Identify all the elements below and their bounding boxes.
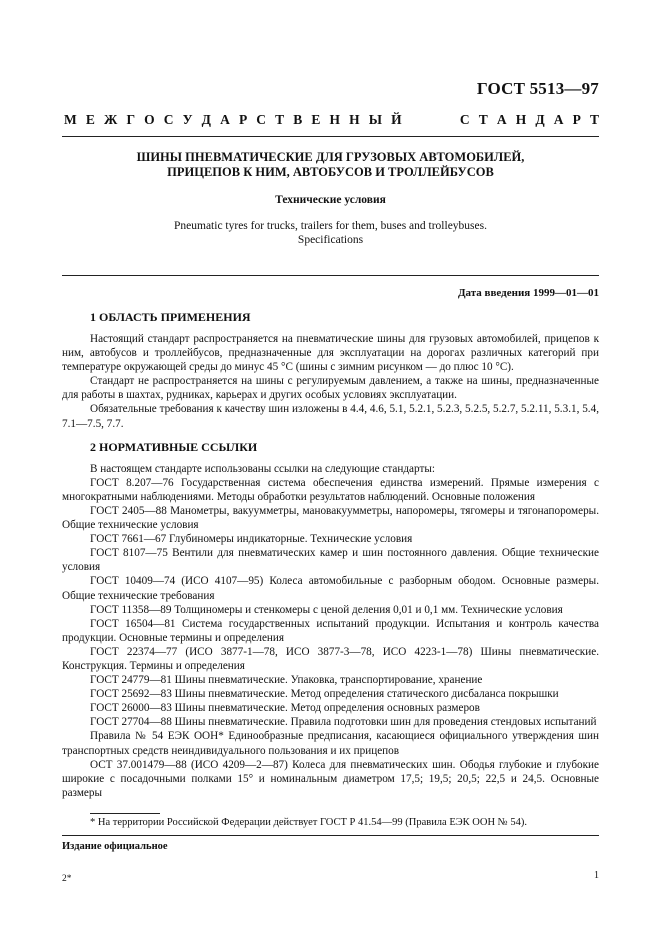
- interstate-letter: Д: [535, 112, 545, 127]
- reference-item: ОСТ 37.001479—88 (ИСО 4209—2—87) Колеса для пневматических шин. Ободья глубокие и глубокие широкие с посадочными полками 15° и номинальным диаметром 17,5; 19,5; 20,5; 22,5 и 24,5. Основные размеры: [62, 758, 599, 799]
- english-title-line: Specifications: [297, 234, 364, 246]
- interstate-letter: С: [256, 112, 267, 127]
- title-line: ШИНЫ ПНЕВМАТИЧЕСКИЕ ДЛЯ ГРУЗОВЫХ АВТОМОБИЛЕЙ,: [136, 150, 525, 164]
- interstate-letter: А: [496, 112, 507, 127]
- interstate-letter: О: [144, 112, 155, 127]
- reference-item: ГОСТ 2405—88 Манометры, вакуумметры, мановакуумметры, напоромеры, тягомеры и тягонапоромеры. Общие технические условия: [62, 504, 599, 532]
- reference-item: ГОСТ 16504—81 Система государственных испытаний продукции. Испытания и контроль качества продукции. Основные термины и определения: [62, 617, 599, 644]
- interstate-letter: Т: [275, 112, 285, 127]
- interstate-letter: Е: [85, 112, 95, 127]
- edition-label: Издание официальное: [62, 841, 168, 852]
- paragraph: В настоящем стандарте использованы ссылки на следующие стандарты:: [90, 462, 435, 475]
- interstate-letter: Ж: [103, 112, 118, 127]
- document-subtitle: Технические условия: [275, 194, 386, 206]
- interstate-letter: Р: [238, 112, 248, 127]
- interstate-letter: Е: [311, 112, 321, 127]
- interstate-letter: С: [163, 112, 174, 127]
- reference-item: ГОСТ 22374—77 (ИСО 3877-1—78, ИСО 3877-3—78, ИСО 4223-1—78) Шины пневматические. Конструкция. Термины и определения: [62, 645, 599, 672]
- interstate-letter: Г: [126, 112, 136, 127]
- title-line: ПРИЦЕПОВ К НИМ, АВТОБУСОВ И ТРОЛЛЕЙБУСОВ: [167, 165, 494, 179]
- section-heading: 1 ОБЛАСТЬ ПРИМЕНЕНИЯ: [90, 310, 251, 324]
- interstate-letter: У: [182, 112, 193, 127]
- document-title: [0, 150, 661, 180]
- reference-item: ГОСТ 8107—75 Вентили для пневматических камер и шин постоянного давления. Общие технические условия: [62, 547, 599, 574]
- interstate-standard-heading: [64, 112, 599, 128]
- interstate-letter: В: [293, 112, 303, 127]
- reference-item: ГОСТ 7661—67 Глубиномеры индикаторные. Технические условия: [90, 533, 413, 546]
- interstate-letter: Й: [391, 112, 402, 127]
- interstate-letter: А: [220, 112, 230, 127]
- interstate-letter: А: [553, 112, 564, 127]
- section-heading: 2 НОРМАТИВНЫЕ ССЫЛКИ: [90, 439, 258, 454]
- reference-item: ГОСТ 25692—83 Шины пневматические. Метод определения статического дисбаланса покрышки: [90, 688, 559, 701]
- paragraph: Обязательные требования к качеству шин изложены в 4.4, 4.6, 5.1, 5.2.1, 5.2.3, 5.2.5, 5.2.7, 5.2.11, 5.3.1, 5.4, 7.1—7.5, 7.7.: [62, 403, 599, 430]
- reference-item: ГОСТ 27704—88 Шины пневматические. Правила подготовки шин для проведения стендовых испытаний: [90, 716, 597, 729]
- interstate-letter: С: [459, 112, 470, 127]
- interstate-letter: Т: [478, 112, 488, 127]
- signature-mark: 2*: [62, 874, 72, 884]
- page-number: 1: [594, 870, 599, 881]
- paragraph: Стандарт не распространяется на шины с регулируемым давлением, а также на шины, предназначенные для работы в шахтах, рудниках, карьерах и других особых условиях эксплуатации.: [62, 375, 599, 402]
- interstate-letter: М: [64, 112, 77, 127]
- reference-item: ГОСТ 26000—83 Шины пневматические. Метод определения основных размеров: [90, 702, 480, 715]
- reference-item: ГОСТ 11358—89 Толщиномеры и стенкомеры с ценой деления 0,01 и 0,1 мм. Технические условия: [90, 603, 563, 616]
- footnote: * На территории Российской Федерации действует ГОСТ Р 41.54—99 (Правила ЕЭК ООН № 54).: [90, 817, 527, 828]
- document-body: [62, 310, 599, 800]
- footnote-divider: [90, 813, 160, 814]
- interstate-letter: Д: [201, 112, 211, 127]
- paragraph: Настоящий стандарт распространяется на пневматические шины для грузовых автомобилей, прицепов к ним, автобусов и троллейбусов, предназначенные для эксплуатации на дорогах различных категорий при температуре окружающей среды до минус 45 °С (шины с зимним рисунком — до плюс 10 °С).: [62, 333, 599, 374]
- document-code: ГОСТ 5513—97: [476, 79, 599, 98]
- interstate-letter: Н: [329, 112, 341, 127]
- word-gap: [411, 112, 451, 128]
- footer-divider: [62, 835, 599, 836]
- interstate-letter: Р: [572, 112, 581, 127]
- reference-item: ГОСТ 10409—74 (ИСО 4107—95) Колеса автомобильные с разборным ободом. Основные размеры. Общие технические требования: [62, 575, 599, 602]
- interstate-letter: Ы: [368, 112, 383, 127]
- interstate-letter: Т: [589, 112, 599, 127]
- english-title: [0, 219, 661, 247]
- interstate-letter: Н: [515, 112, 527, 127]
- interstate-letter: Н: [349, 112, 360, 127]
- reference-item: Правила № 54 ЕЭК ООН* Единообразные предписания, касающиеся официального утверждения шин транспортных средств неиндивидуального пользования и их прицепов: [62, 730, 599, 757]
- introduction-date: Дата введения 1999—01—01: [457, 287, 599, 299]
- reference-item: ГОСТ 24779—81 Шины пневматические. Упаковка, транспортирование, хранение: [90, 674, 483, 687]
- title-divider: [62, 275, 599, 276]
- reference-item: ГОСТ 8.207—76 Государственная система обеспечения единства измерений. Прямые измерения с многократными наблюдениями. Методы обработки результатов наблюдений. Основные положения: [62, 476, 599, 503]
- english-title-line: Pneumatic tyres for trucks, trailers for them, buses and trolleybuses.: [174, 220, 487, 232]
- header-divider: [62, 136, 599, 137]
